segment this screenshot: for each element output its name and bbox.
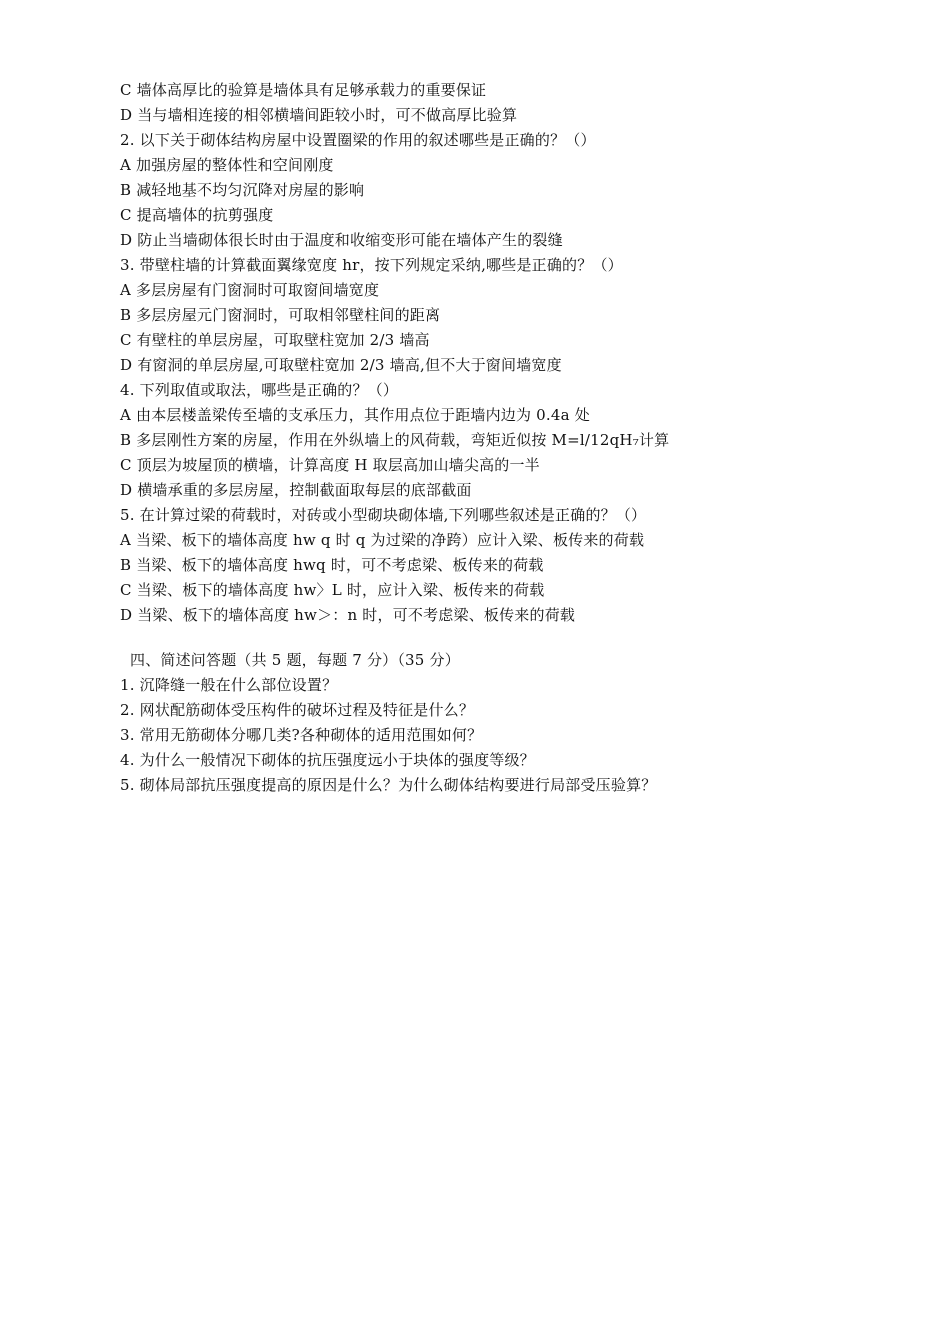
option-a-text: A 当梁、板下的墙体高度 hw q 时 q 为过梁的净跨）应计入梁、板传来的荷载 [120, 531, 645, 549]
option-d-text: D 横墙承重的多层房屋，控制截面取每层的底部截面 [120, 481, 472, 499]
option-d-text: D 有窗洞的单层房屋,可取壁柱宽加 2/3 墙高,但不大于窗间墙宽度 [120, 356, 562, 374]
short-question-2: 2. 网状配筋砌体受压构件的破坏过程及特征是什么？ [120, 701, 475, 719]
option-d-text: D 防止当墙砌体很长时由于温度和收缩变形可能在墙体产生的裂缝 [120, 231, 563, 249]
question-5-text: 5. 在计算过梁的荷载时，对砖或小型砌块砌体墙,下列哪些叙述是正确的？（） [120, 506, 647, 524]
option-c-text: C 顶层为坡屋顶的横墙，计算高度 H 取层高加山墙尖高的一半 [120, 456, 540, 474]
short-question-4: 4. 为什么一般情况下砌体的抗压强度远小于块体的强度等级？ [120, 751, 535, 769]
short-question-3: 3. 常用无筋砌体分哪几类?各种砌体的适用范围如何？ [120, 726, 483, 744]
option-a-text: A 由本层楼盖梁传至墙的支承压力，其作用点位于距墙内边为 0.4a 处 [120, 406, 590, 424]
short-question-5: 5. 砌体局部抗压强度提高的原因是什么？为什么砌体结构要进行局部受压验算？ [120, 776, 657, 794]
option-c-text: C 当梁、板下的墙体高度 hw〉L 时，应计入梁、板传来的荷载 [120, 581, 545, 599]
option-c-text: C 有壁柱的单层房屋，可取壁柱宽加 2/3 墙高 [120, 331, 430, 349]
short-question-1: 1. 沉降缝一般在什么部位设置？ [120, 676, 338, 694]
option-c-text: C 墙体高厚比的验算是墙体具有足够承载力的重要保证 [120, 81, 487, 99]
question-3-text: 3. 带壁柱墙的计算截面翼缘宽度 hr，按下列规定采纳,哪些是正确的？（） [120, 256, 623, 274]
section-four-heading: 四、简述问答题（共 5 题，每题 7 分）（35 分） [130, 651, 460, 669]
option-d-text: D 当梁、板下的墙体高度 hw＞：n 时，可不考虑梁、板传来的荷载 [120, 606, 576, 624]
question-2-text: 2. 以下关于砌体结构房屋中设置圈梁的作用的叙述哪些是正确的？（） [120, 131, 596, 149]
option-a-text: A 多层房屋有门窗洞时可取窗间墙宽度 [120, 281, 380, 299]
option-b-text: B 当梁、板下的墙体高度 hwq 时，可不考虑梁、板传来的荷载 [120, 556, 544, 574]
question-4-text: 4. 下列取值或取法，哪些是正确的？（） [120, 381, 399, 399]
option-b-text: B 多层房屋元门窗洞时，可取相邻壁柱间的距离 [120, 306, 441, 324]
option-c-text: C 提高墙体的抗剪强度 [120, 206, 274, 224]
option-a-text: A 加强房屋的整体性和空间刚度 [120, 156, 334, 174]
option-b-text: B 减轻地基不均匀沉降对房屋的影响 [120, 181, 365, 199]
option-b-text: B 多层刚性方案的房屋，作用在外纵墙上的风荷载，弯矩近似按 M=l/12qH₇计算 [120, 431, 670, 449]
option-d-text: D 当与墙相连接的相邻横墙间距较小时，可不做高厚比验算 [120, 106, 518, 124]
document-page [120, 78, 920, 798]
